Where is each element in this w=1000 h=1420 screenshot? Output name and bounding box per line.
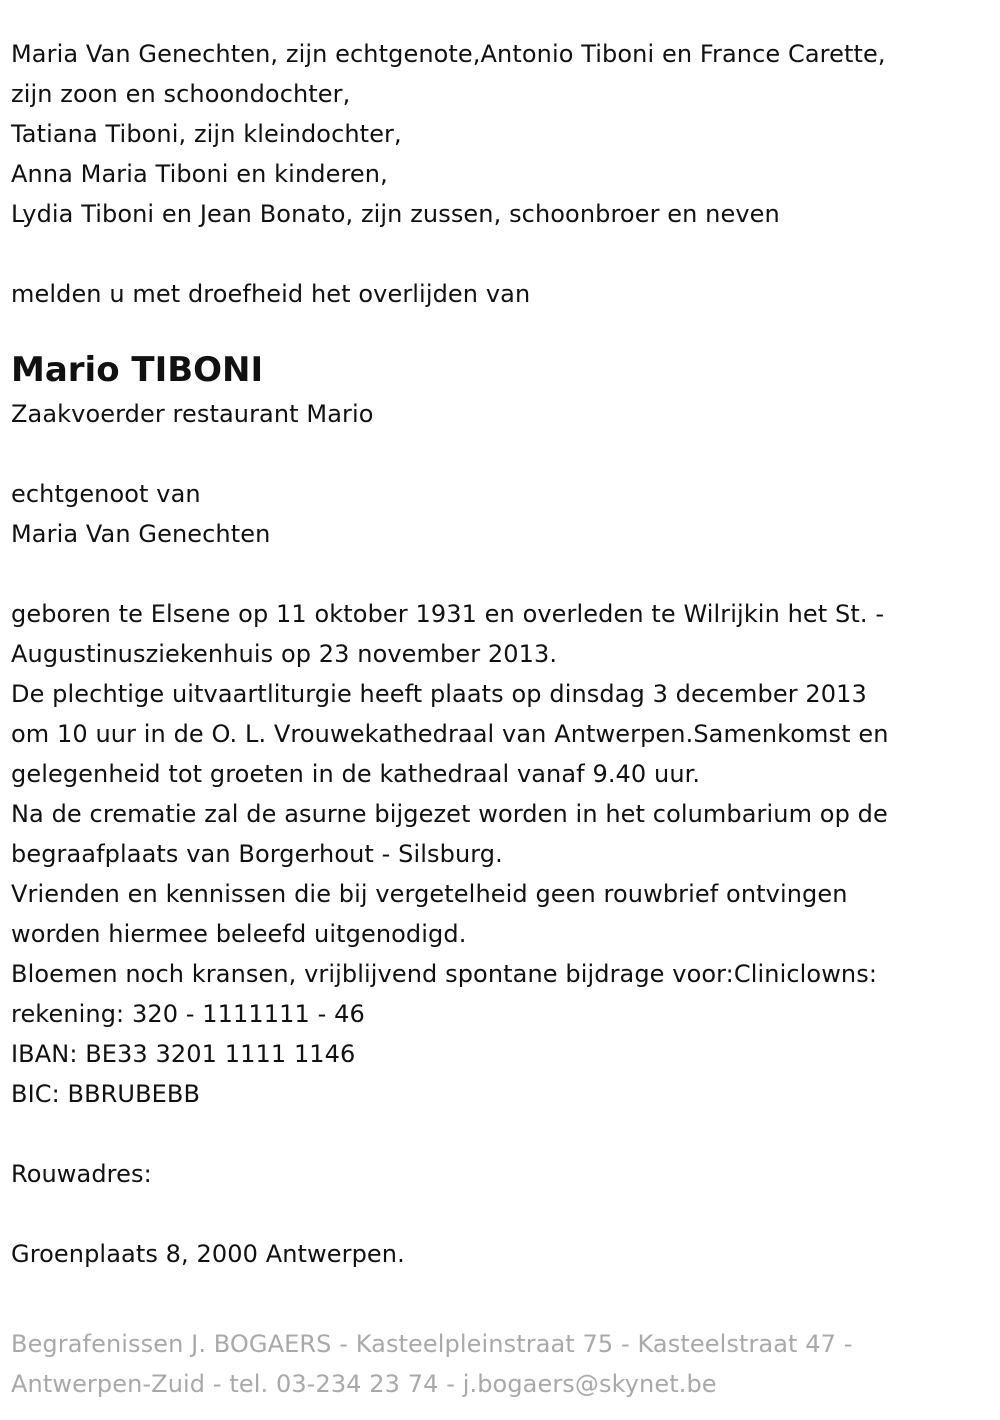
funeral-details: [11, 594, 991, 1114]
iban: IBAN: BE33 3201 1111 1146: [11, 1040, 356, 1068]
details-line: worden hiermee beleefd uitgenodigd.: [11, 920, 467, 948]
spouse-label: echtgenoot van: [11, 480, 201, 508]
details-line: Na de crematie zal de asurne bijgezet worden in het columbarium op de: [11, 800, 888, 828]
spacer: [11, 554, 991, 594]
footer-line: Begrafenissen J. BOGAERS - Kasteelpleinstraat 75 - Kasteelstraat 47 -: [11, 1330, 853, 1358]
obituary-notice: [11, 34, 991, 1274]
deceased-name: Mario TIBONI: [11, 350, 264, 390]
family-line: Anna Maria Tiboni en kinderen,: [11, 160, 388, 188]
funeral-home-footer: [11, 1324, 991, 1404]
details-line: begraafplaats van Borgerhout - Silsburg.: [11, 840, 503, 868]
address-label: Rouwadres:: [11, 1160, 152, 1188]
details-line: geboren te Elsene op 11 oktober 1931 en overleden te Wilrijkin het St. -: [11, 600, 885, 628]
details-line: gelegenheid tot groeten in de kathedraal vanaf 9.40 uur.: [11, 760, 701, 788]
deceased-occupation: Zaakvoerder restaurant Mario: [11, 400, 374, 428]
spouse-name: Maria Van Genechten: [11, 520, 271, 548]
details-line: Bloemen noch kransen, vrijblijvend spontane bijdrage voor:Cliniclowns:: [11, 960, 878, 988]
address-value: Groenplaats 8, 2000 Antwerpen.: [11, 1240, 405, 1268]
details-line: om 10 uur in de O. L. Vrouwekathedraal van Antwerpen.Samenkomst en: [11, 720, 889, 748]
footer-line: Antwerpen-Zuid - tel. 03-234 23 74 - j.bogaers@skynet.be: [11, 1370, 717, 1398]
bic: BIC: BBRUBEBB: [11, 1080, 201, 1108]
spacer: [11, 1114, 991, 1154]
bank-account: rekening: 320 - 1111111 - 46: [11, 1000, 365, 1028]
family-line: Tatiana Tiboni, zijn kleindochter,: [11, 120, 402, 148]
announcement-text: melden u met droefheid het overlijden van: [11, 280, 531, 308]
details-line: Vrienden en kennissen die bij vergetelheid geen rouwbrief ontvingen: [11, 880, 848, 908]
spacer: [11, 1194, 991, 1234]
details-line: De plechtige uitvaartliturgie heeft plaats op dinsdag 3 december 2013: [11, 680, 867, 708]
family-line: zijn zoon en schoondochter,: [11, 80, 351, 108]
spacer: [11, 434, 991, 474]
details-line: Augustinusziekenhuis op 23 november 2013.: [11, 640, 558, 668]
spacer: [11, 234, 991, 274]
family-line: Maria Van Genechten, zijn echtgenote,Antonio Tiboni en France Carette,: [11, 40, 886, 68]
family-list: [11, 34, 991, 234]
family-line: Lydia Tiboni en Jean Bonato, zijn zussen, schoonbroer en neven: [11, 200, 780, 228]
